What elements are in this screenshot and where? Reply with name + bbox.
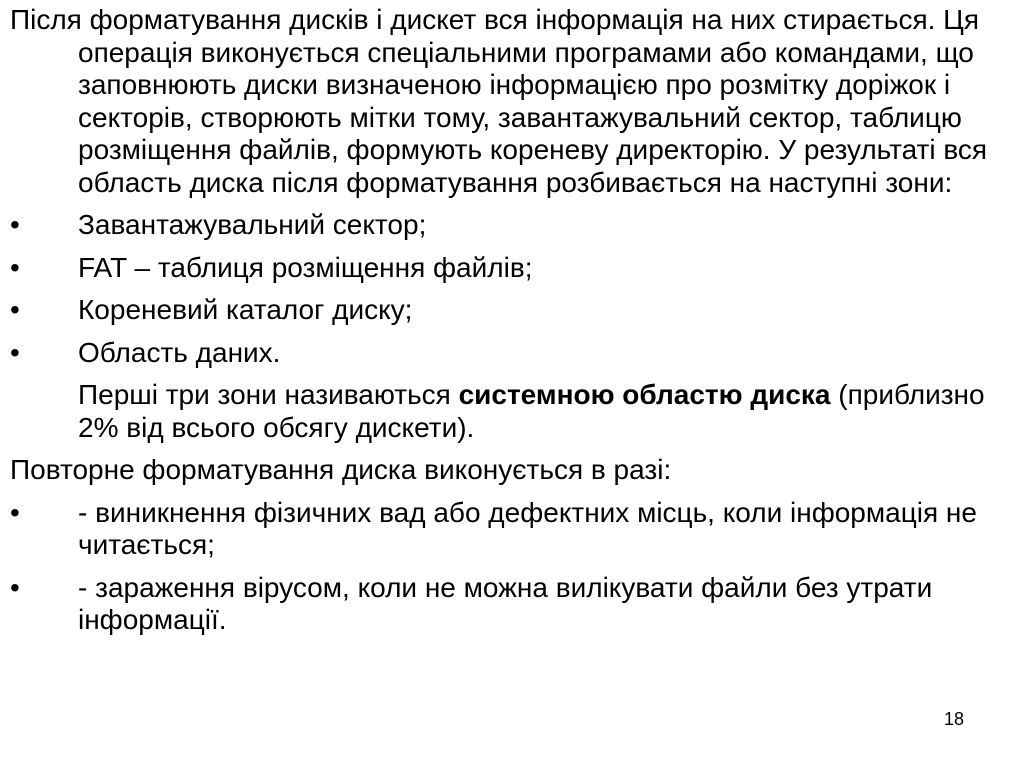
zone-list-item	[10, 294, 1014, 327]
zone-label: Кореневий каталог диску;	[78, 294, 413, 325]
zone-label: Завантажувальний сектор;	[78, 209, 427, 240]
bullet-icon: •	[10, 251, 20, 283]
bullet-icon: •	[10, 336, 20, 368]
zone-list-item	[10, 337, 1014, 370]
bullet-icon: •	[10, 571, 20, 603]
reason-label: - зараження вірусом, коли не можна вилікувати файли без утрати інформації.	[78, 571, 933, 635]
zone-list-item	[10, 209, 1014, 242]
reason-list-item	[10, 572, 1014, 637]
zone-label: Область даних.	[78, 336, 281, 368]
page-number: 18	[943, 709, 964, 729]
reformat-heading: Повторне форматування диска виконується в разі:	[10, 454, 672, 485]
reason-label: - виникнення фізичних вад або дефектних місць, коли інформація не читається;	[78, 496, 977, 560]
bullet-icon: •	[10, 209, 20, 240]
note-emphasis: системною областю диска	[458, 379, 831, 410]
system-area-note	[10, 379, 1014, 444]
slide-content	[10, 4, 1014, 637]
zone-list-item	[10, 252, 1014, 285]
note-text-after: (приблизно 2% від всього обсягу дискети).	[78, 379, 985, 443]
reason-list-item	[10, 497, 1014, 562]
bullet-icon: •	[10, 496, 20, 528]
bullet-icon: •	[10, 294, 20, 325]
note-text-before: Перші три зони називаються	[78, 379, 459, 410]
zone-label: FAT – таблиця розміщення файлів;	[78, 251, 533, 283]
intro-paragraph: Після форматування дисків і дискет вся інформація на них стирається. Ця операція виконується спеціальними програмами або командами, що заповнюють диски визначеною інформацією про розмітку доріжок і секторів, створюють мітки тому, завантажувальний сектор, таблицю розміщення файлів, формують кореневу директорію. У результаті вся область диска після форматування розбивається на наступні зони:	[10, 4, 988, 198]
